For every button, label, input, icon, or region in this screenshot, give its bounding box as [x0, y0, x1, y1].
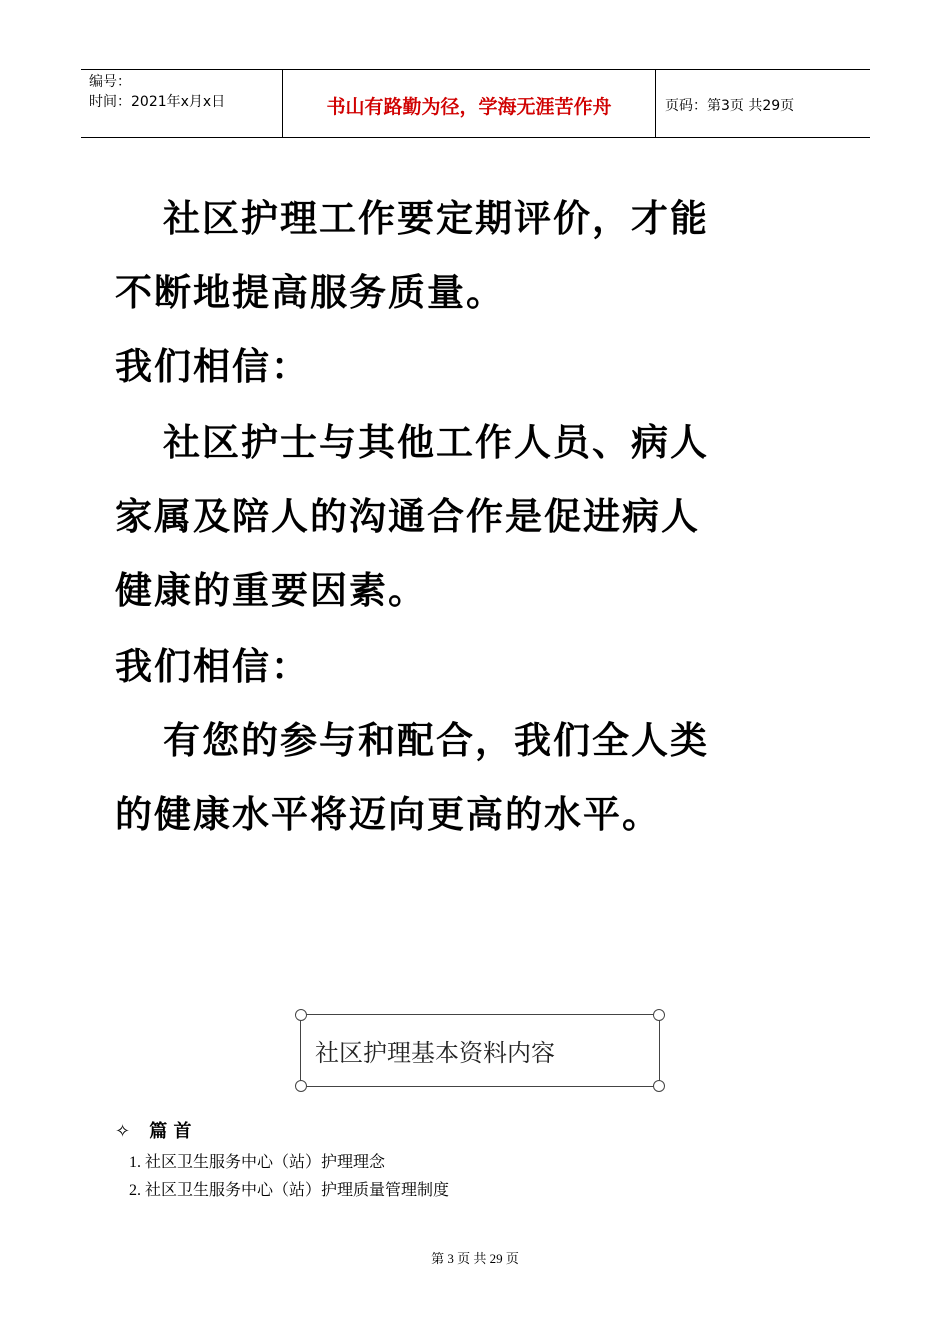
toc-item: 1. 社区卫生服务中心（站）护理理念 — [129, 1154, 386, 1171]
body-line: 社区护士与其他工作人员、病人 — [163, 420, 709, 464]
body-line: 有您的参与和配合，我们全人类 — [163, 718, 709, 762]
diamond-bullet-icon: ✧ — [115, 1121, 131, 1142]
page-footer: 第 3 页 共 29 页 — [431, 1251, 519, 1266]
body-line: 不断地提高服务质量。 — [115, 270, 505, 314]
body-heading: 我们相信： — [115, 344, 310, 388]
toc-heading — [115, 1117, 192, 1143]
doc-date-label: 时间：2021年x月x日 — [89, 94, 226, 110]
toc-item: 2. 社区卫生服务中心（站）护理质量管理制度 — [129, 1182, 450, 1199]
header-motto: 书山有路勤为径，学海无涯苦作舟 — [326, 96, 612, 118]
body-line: 的健康水平将迈向更高的水平。 — [115, 792, 661, 836]
body-heading: 我们相信： — [115, 644, 310, 688]
section-title: 社区护理基本资料内容 — [315, 1039, 555, 1067]
corner-decoration — [295, 1009, 307, 1021]
corner-decoration — [653, 1080, 665, 1092]
corner-decoration — [653, 1009, 665, 1021]
header-page-info: 页码：第3页 共29页 — [665, 98, 795, 114]
header-meta — [81, 70, 282, 137]
body-line: 家属及陪人的沟通合作是促进病人 — [115, 494, 700, 538]
section-title-box — [300, 1014, 660, 1087]
body-line: 社区护理工作要定期评价，才能 — [163, 196, 709, 240]
header-motto-cell — [282, 70, 656, 137]
doc-number-label: 编号： — [89, 74, 131, 90]
corner-decoration — [295, 1080, 307, 1092]
body-line: 健康的重要因素。 — [115, 568, 427, 612]
toc-heading-text: 篇 首 — [149, 1121, 192, 1142]
page-header — [81, 69, 870, 138]
